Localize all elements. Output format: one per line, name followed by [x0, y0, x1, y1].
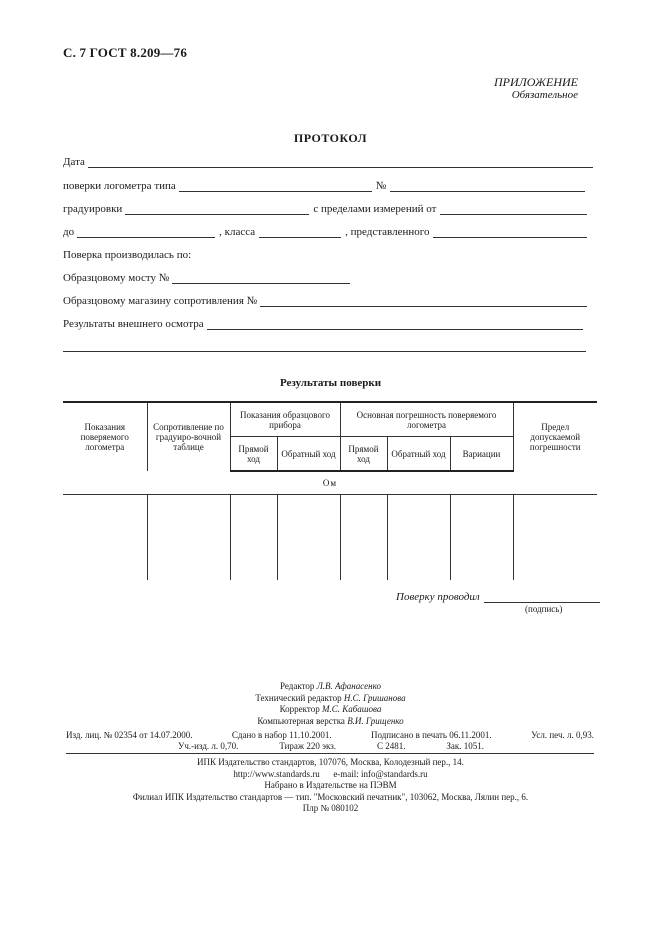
shop-label: Образцовому магазину сопротивления №	[63, 295, 258, 307]
type-row	[63, 178, 585, 192]
credit-corrector: Корректор М.С. Кабашова	[279, 704, 382, 714]
header-limit: Предел допускаемой погрешности	[513, 402, 597, 471]
publisher-typeset: Набрано в Издательстве на ПЭВМ	[264, 780, 397, 790]
credit-layout: Компьютерная верстка В.И. Грищенко	[257, 715, 404, 726]
credits	[0, 681, 661, 727]
shop-row	[63, 293, 587, 307]
imprint-line-2	[178, 741, 484, 751]
table-cell[interactable]	[230, 495, 277, 581]
publisher-branch: Филиал ИПК Издательство стандартов — тип. "Московский печатник", 103062, Москва, Лялин пер., 6.	[132, 791, 529, 802]
table-cell[interactable]	[387, 495, 450, 581]
imprint-line-1	[66, 730, 594, 740]
to-label: до	[63, 226, 75, 238]
header-variation: Вариации	[450, 437, 513, 472]
date-field[interactable]	[88, 156, 593, 168]
table-cell[interactable]	[147, 495, 230, 581]
signature-row	[396, 591, 600, 603]
appendix-subtitle: Обязательное	[511, 89, 578, 101]
signature-label: Поверку проводил	[396, 591, 480, 603]
shop-field[interactable]	[260, 295, 587, 307]
imprint-print-date: Подписано в печать 06.11.2001.	[370, 730, 492, 740]
appendix-title: ПРИЛОЖЕНИЕ	[494, 75, 578, 89]
verification-label: поверки логометра типа	[63, 180, 176, 192]
class-label: , класса	[219, 226, 256, 238]
publisher-url[interactable]: http://www.standards.ru	[233, 768, 320, 779]
table-cell[interactable]	[450, 495, 513, 581]
header-resistance: Сопротивление по градуиро-вочной таблице	[147, 402, 230, 471]
presented-field[interactable]	[433, 226, 587, 238]
table-cell[interactable]	[277, 495, 340, 581]
credit-editor: Редактор Л.В. Афанасенко	[280, 681, 381, 691]
header-reference: Показания образцового прибора	[230, 402, 340, 437]
results-title: Результаты поверки	[279, 377, 382, 389]
performed-row	[63, 247, 593, 261]
date-label: Дата	[63, 156, 85, 168]
bridge-field[interactable]	[172, 272, 350, 284]
credit-tech-editor: Технический редактор Н.С. Гришанова	[255, 692, 406, 703]
publisher-address: ИПК Издательство стандартов, 107076, Москва, Колодезный пер., 14.	[197, 757, 464, 767]
graduation-row	[63, 201, 587, 215]
imprint-set-date: Сдано в набор 11.10.2001.	[231, 730, 332, 740]
publisher-email[interactable]: e-mail: info@standards.ru	[333, 768, 428, 779]
header-logometer: Показания поверяемого логометра	[63, 402, 147, 471]
signature-hint: (подпись)	[525, 604, 563, 614]
signature-field[interactable]	[484, 592, 600, 603]
header-err-forward: Прямой ход	[340, 437, 387, 472]
imprint-print-sheets: Усл. печ. л. 0,93.	[531, 730, 594, 740]
limit-to-field[interactable]	[77, 226, 215, 238]
page-reference: С. 7 ГОСТ 8.209—76	[63, 45, 188, 60]
table-cell[interactable]	[513, 495, 597, 581]
inspection-field-2[interactable]	[63, 340, 586, 352]
header-ref-reverse: Обратный ход	[277, 437, 340, 472]
inspection-field[interactable]	[207, 318, 583, 330]
imprint-pub-sheets: Уч.-изд. л. 0,70.	[178, 741, 239, 751]
bridge-label: Образцовому мосту №	[63, 272, 170, 284]
presented-label: , представленного	[345, 226, 430, 238]
bridge-row	[63, 270, 350, 284]
limit-from-field[interactable]	[440, 203, 587, 215]
unit-row: Ом	[63, 471, 597, 495]
publisher-info	[0, 757, 661, 815]
header-error: Основная погрешность поверяемого логометра	[340, 402, 513, 437]
imprint-order: Зак. 1051.	[446, 741, 484, 751]
imprint-run: Тираж 220 экз.	[279, 741, 337, 751]
table-cell[interactable]	[340, 495, 387, 581]
table-cell[interactable]	[63, 495, 147, 581]
inspection-row-2	[63, 338, 586, 352]
divider	[66, 753, 594, 754]
graduation-label: градуировки	[63, 203, 123, 215]
number-label: №	[375, 180, 387, 192]
imprint-order-c: С 2481.	[376, 741, 406, 751]
appendix-label	[494, 76, 578, 102]
publisher-plr: Плр № 080102	[302, 803, 359, 813]
page-title: ПРОТОКОЛ	[293, 131, 368, 145]
number-field[interactable]	[390, 180, 585, 192]
inspection-row	[63, 316, 583, 330]
publisher-contacts	[0, 769, 661, 781]
inspection-label: Результаты внешнего осмотра	[63, 318, 204, 330]
header-err-reverse: Обратный ход	[387, 437, 450, 472]
header-ref-forward: Прямой ход	[230, 437, 277, 472]
imprint-license: Изд. лиц. № 02354 от 14.07.2000.	[66, 730, 193, 740]
results-table	[63, 401, 597, 580]
limits-label: с пределами измерений от	[313, 203, 437, 215]
class-field[interactable]	[259, 226, 341, 238]
date-row	[63, 154, 593, 168]
graduation-field[interactable]	[125, 203, 309, 215]
class-row	[63, 224, 587, 238]
performed-label: Поверка производилась по:	[63, 249, 192, 261]
type-field[interactable]	[179, 180, 372, 192]
